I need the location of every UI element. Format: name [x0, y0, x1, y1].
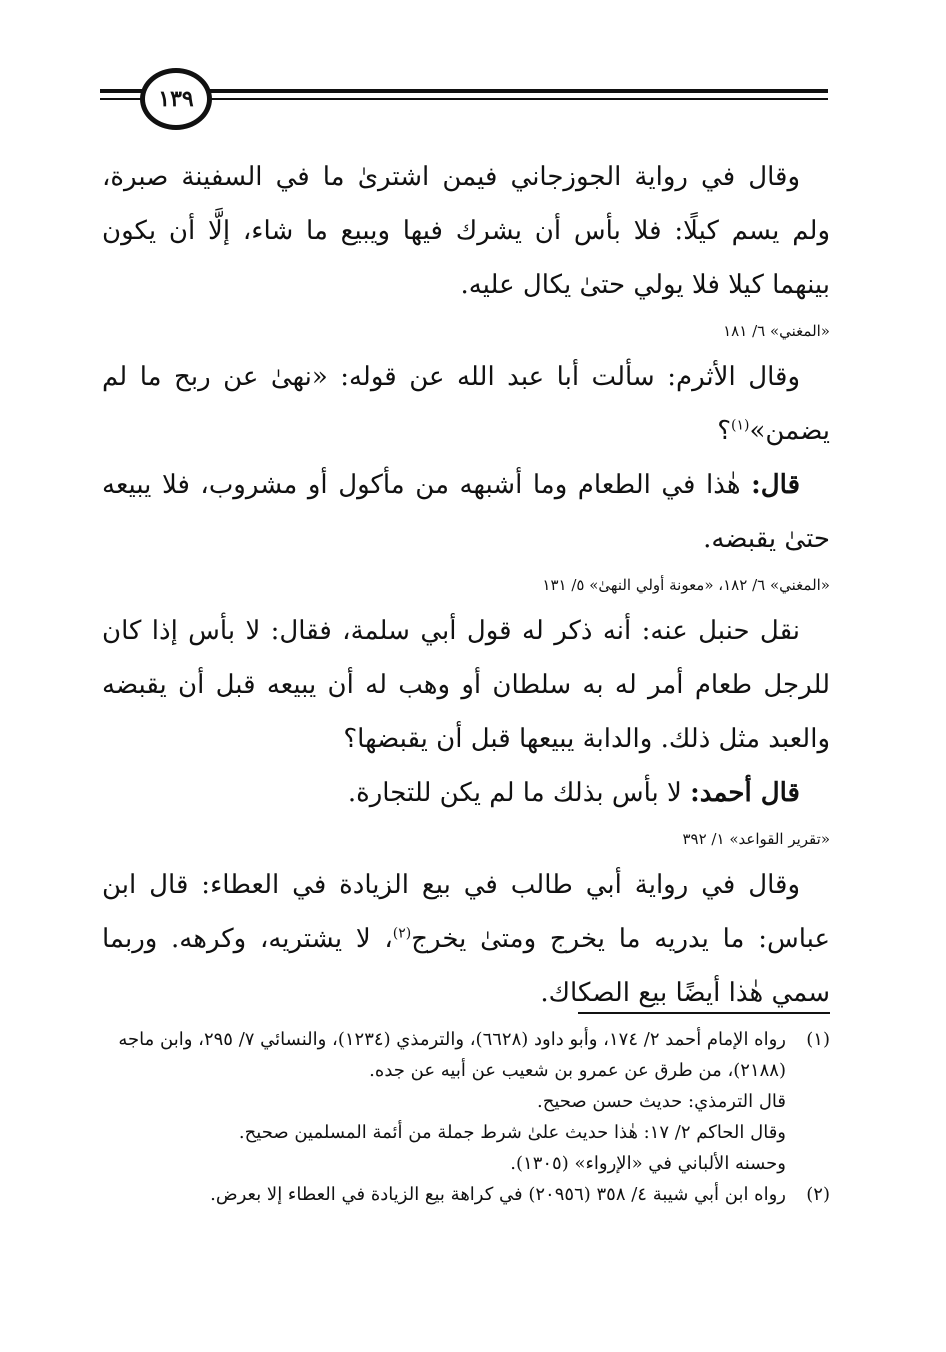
- source-citation-1: «المغني» ٦/ ١٨١: [723, 322, 830, 340]
- footnote-2: [102, 1179, 830, 1210]
- main-text: [102, 150, 830, 1020]
- answer-paragraph-3: [102, 766, 830, 820]
- source-citation-2: «المغني» ٦/ ١٨٢، «معونة أولي النهىٰ» ٥/ ١٣١: [542, 576, 830, 594]
- answer-paragraph-2: [102, 458, 830, 566]
- answer-text: لا بأس بذلك ما لم يكن للتجارة.: [347, 778, 682, 808]
- question-text: وقال الأثرم: سألت أبا عبد الله عن قوله: «نهىٰ عن ربح ما لم يضمن»: [102, 362, 830, 446]
- footnote-ref-1[interactable]: (١): [731, 417, 750, 434]
- page-number-badge: [140, 68, 212, 130]
- question-mark: ؟: [717, 416, 732, 446]
- answer-label: قال:: [751, 470, 800, 500]
- page-number: ١٣٩: [158, 86, 194, 112]
- paragraph-2: [102, 350, 830, 458]
- footnote-line: وحسنه الألباني في «الإرواء» (١٣٠٥).: [510, 1153, 786, 1174]
- answer-text: هٰذا في الطعام وما أشبهه من مأكول أو مشروب، فلا يبيعه حتىٰ يقبضه.: [102, 470, 830, 554]
- paragraph-3: نقل حنبل عنه: أنه ذكر له قول أبي سلمة، فقال: لا بأس إذا كان للرجل طعام أمر له به سلطان أو وهب له أن يبيعه قبل أن يقبضه والعبد مثل ذلك. والدابة يبيعها قبل أن يقبضها؟: [102, 616, 830, 754]
- footnote-line: قال الترمذي: حديث حسن صحيح.: [537, 1091, 786, 1112]
- paragraph-4-text-before: وقال في رواية أبي طالب في بيع الزيادة في العطاء: قال ابن عباس: ما يدريه ما يخرج ومتىٰ يخرج: [102, 870, 830, 954]
- page-header: [100, 68, 828, 128]
- footnote-ref-2[interactable]: (٢): [392, 925, 412, 942]
- paragraph-4: [102, 858, 830, 1020]
- footnote-number: (١): [806, 1029, 830, 1050]
- footnote-line: رواه الإمام أحمد ٢/ ١٧٤، وأبو داود (٦٦٢٨)، والترمذي (١٢٣٤)، والنسائي ٧/ ٢٩٥، وابن ماجه (٢١٨٨)، من طرق عن عمرو بن شعيب عن أبيه عن جده.: [118, 1029, 786, 1081]
- source-citation-3: «تقرير القواعد» ١/ ٣٩٢: [682, 830, 830, 848]
- footnote-separator: [578, 1012, 830, 1014]
- footnote-number: (٢): [806, 1184, 830, 1205]
- footnote-line: رواه ابن أبي شيبة ٤/ ٣٥٨ (٢٠٩٥٦) في كراهة بيع الزيادة في العطاء إلا بعرض.: [210, 1184, 786, 1205]
- footnotes-section: [102, 1024, 830, 1210]
- footnote-line: وقال الحاكم ٢/ ١٧: هٰذا حديث علىٰ شرط جملة من أئمة المسلمين صحيح.: [238, 1122, 786, 1143]
- paragraph-4-text-after: ، لا يشتريه، وكرهه. وربما سمي هٰذا أيضًا بيع الصكاك.: [102, 924, 830, 1008]
- footnote-1: [102, 1024, 830, 1179]
- paragraph-1: وقال في رواية الجوزجاني فيمن اشترىٰ ما في السفينة صبرة، ولم يسم كيلًا: فلا بأس أن يشرك فيها ويبيع ما شاء، إلَّا أن يكون بينهما كيلا فلا يولي حتىٰ يكال عليه.: [102, 162, 830, 300]
- answer-label: قال أحمد:: [690, 778, 800, 808]
